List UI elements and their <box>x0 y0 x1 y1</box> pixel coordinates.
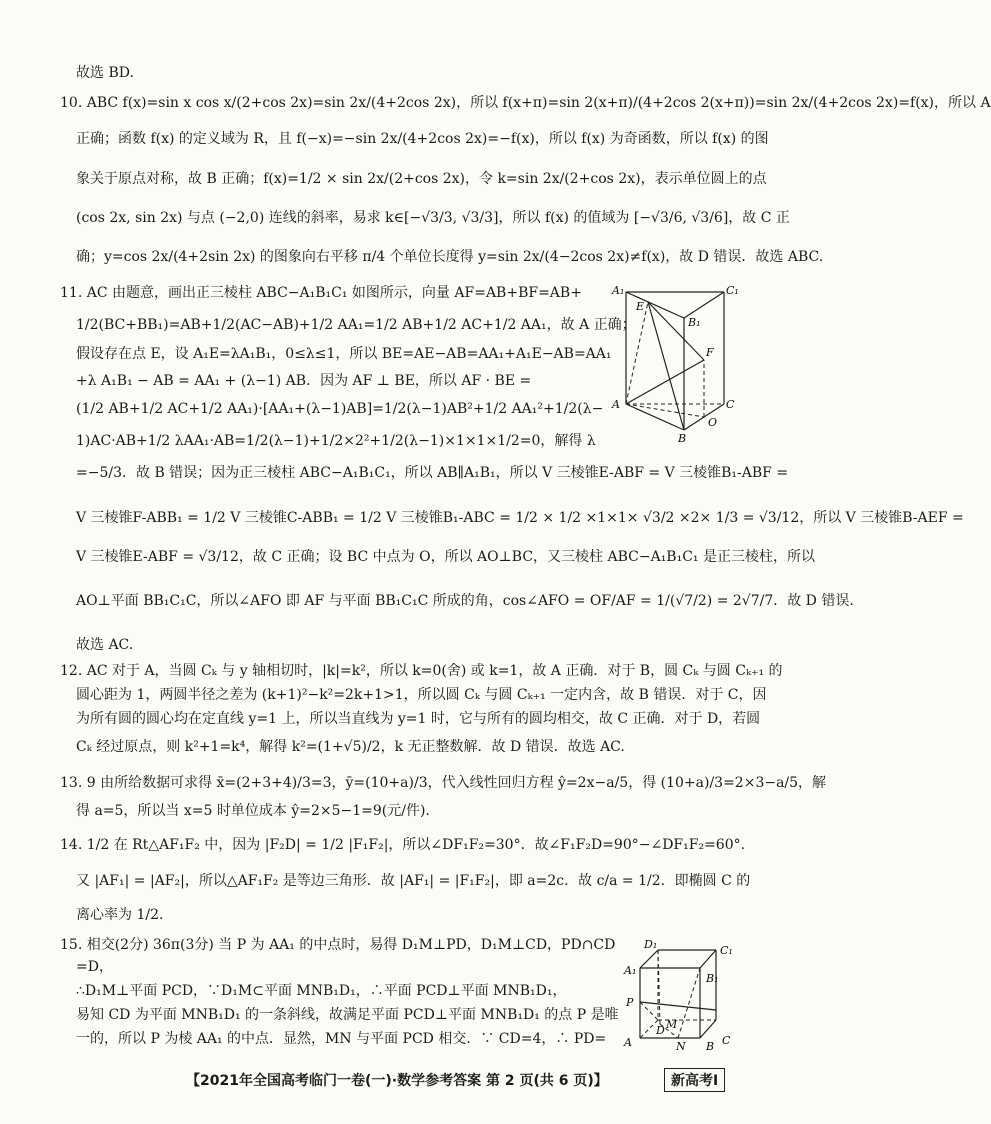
text-line: 象关于原点对称，故 B 正确；f(x)=1/2 × sin 2x/(2+cos 2x)，令 k=sin 2x/(2+cos 2x)，表示单位圆上的点 <box>76 171 767 187</box>
text-line: 故选 AC. <box>76 637 134 653</box>
text-line: Cₖ 经过原点，则 k²+1=k⁴，解得 k²=(1+√5)/2，k 无正整数解．故 D 错误．故选 AC. <box>76 739 625 755</box>
vertex-label: C <box>726 398 735 411</box>
vertex-label: D₁ <box>644 938 658 951</box>
text-line: 10. ABC f(x)=sin x cos x/(2+cos 2x)=sin 2x/(4+2cos 2x)，所以 f(x+π)=sin 2(x+π)/(4+2cos 2(x+π))=sin 2x/(4+2cos 2x)=f(x)，所以 A <box>60 95 991 111</box>
text-line: 一的，所以 P 为棱 AA₁ 的中点．显然，MN 与平面 PCD 相交．∵ CD=4，∴ PD= <box>76 1031 607 1047</box>
vertex-label: A₁ <box>612 284 625 297</box>
text-line: 易知 CD 为平面 MNB₁D₁ 的一条斜线，故满足平面 PCD⊥平面 MNB₁D₁ 的点 P 是唯 <box>76 1007 619 1023</box>
vertex-label: P <box>626 996 634 1009</box>
text-line: 圆心距为 1，两圆半径之差为 (k+1)²−k²=2k+1>1，所以圆 Cₖ 与圆 Cₖ₊₁ 一定内含，故 B 错误．对于 C，因 <box>76 687 767 703</box>
footer-exam-tag: 新高考Ⅰ <box>664 1068 725 1092</box>
cube-diagram-svg <box>616 940 740 1052</box>
footer-title: 【2021年全国高考临门一卷(一)·数学参考答案 第 2 页(共 6 页)】 <box>186 1073 608 1089</box>
vertex-label: C <box>722 1034 731 1047</box>
page-footer <box>0 1068 794 1094</box>
text-line: 为所有圆的圆心均在定直线 y=1 上，所以当直线为 y=1 时，它与所有的圆均相交，故 C 正确．对于 D，若圆 <box>76 711 761 727</box>
cube-figure <box>616 940 740 1052</box>
text-line: 假设存在点 E，设 A₁E=λA₁B₁，0≤λ≤1，所以 BE=AE−AB=AA₁+A₁E−AB=AA₁ <box>76 346 612 362</box>
text-line: V 三棱锥E-ABF = √3/12，故 C 正确；设 BC 中点为 O，所以 AO⊥BC，又三棱柱 ABC−A₁B₁C₁ 是正三棱柱，所以 <box>76 549 815 565</box>
vertex-label: C₁ <box>726 284 739 297</box>
text-line: +λ A₁B₁ − AB = AA₁ + (λ−1) AB．因为 AF ⊥ BE，所以 AF · BE = <box>76 373 532 389</box>
text-line: 1)AC·AB+1/2 λAA₁·AB=1/2(λ−1)+1/2×2²+1/2(λ−1)×1×1×1/2=0，解得 λ <box>76 433 596 449</box>
text-line: 12. AC 对于 A，当圆 Cₖ 与 y 轴相切时，|k|=k²，所以 k=0(舍) 或 k=1，故 A 正确．对于 B，圆 Cₖ 与圆 Cₖ₊₁ 的 <box>60 663 783 679</box>
text-line: (1/2 AB+1/2 AC+1/2 AA₁)·[AA₁+(λ−1)AB]=1/2(λ−1)AB²+1/2 AA₁²+1/2(λ− <box>76 401 604 417</box>
vertex-label: E <box>636 300 645 313</box>
vertex-label: A₁ <box>624 964 637 977</box>
text-line: 确；y=cos 2x/(4+2sin 2x) 的图象向右平移 π/4 个单位长度得 y=sin 2x/(4−2cos 2x)≠f(x)，故 D 错误．故选 ABC. <box>76 249 824 265</box>
text-line: ∴D₁M⊥平面 PCD，∵D₁M⊂平面 MNB₁D₁，∴平面 PCD⊥平面 MNB₁D₁， <box>76 983 567 999</box>
vertex-label: B <box>706 1040 715 1053</box>
text-line: (cos 2x, sin 2x) 与点 (−2,0) 连线的斜率，易求 k∈[−√3/3, √3/3]，所以 f(x) 的值域为 [−√3/6, √3/6]，故 C 正 <box>76 210 790 226</box>
vertex-label: F <box>706 346 714 359</box>
text-line: =D， <box>76 959 113 975</box>
vertex-label: A <box>612 398 620 411</box>
text-line: 1/2(BC+BB₁)=AB+1/2(AC−AB)+1/2 AA₁=1/2 AB+1/2 AC+1/2 AA₁，故 A 正确； <box>76 317 636 333</box>
text-line: V 三棱锥F-ABB₁ = 1/2 V 三棱锥C-ABB₁ = 1/2 V 三棱锥B₁-ABC = 1/2 × 1/2 ×1×1× √3/2 ×2× 1/3 = √3/12，所以 V 三棱锥B-AEF = <box>76 510 964 526</box>
text-line: AO⊥平面 BB₁C₁C，所以∠AFO 即 AF 与平面 BB₁C₁C 所成的角，cos∠AFO = OF/AF = 1/(√7/2) = 2√7/7．故 D 错误. <box>76 593 854 609</box>
text-line: 又 |AF₁| = |AF₂|，所以△AF₁F₂ 是等边三角形．故 |AF₁| = |F₁F₂|，即 a=2c．故 c/a = 1/2．即椭圆 C 的 <box>76 873 751 889</box>
text-line: =−5/3．故 B 错误；因为正三棱柱 ABC−A₁B₁C₁，所以 AB∥A₁B₁，所以 V 三棱锥E-ABF = V 三棱锥B₁-ABF = <box>76 465 789 481</box>
text-line: 正确；函数 f(x) 的定义域为 R，且 f(−x)=−sin 2x/(4+2cos 2x)=−f(x)，所以 f(x) 为奇函数，所以 f(x) 的图 <box>76 131 769 147</box>
text-line: 离心率为 1/2. <box>76 907 164 923</box>
text-line: 故选 BD. <box>76 65 134 81</box>
text-line: 得 a=5，所以当 x=5 时单位成本 ŷ=2×5−1=9(元/件). <box>76 803 430 819</box>
vertex-label: M <box>666 1018 678 1031</box>
prism-figure <box>612 282 742 445</box>
text-line: 13. 9 由所给数据可求得 x̄=(2+3+4)/3=3，ȳ=(10+a)/3，代入线性回归方程 ŷ=2x−a/5，得 (10+a)/3=2×3−a/5，解 <box>60 775 827 791</box>
vertex-label: O <box>708 416 718 429</box>
vertex-label: B₁ <box>688 316 701 329</box>
prism-diagram-svg <box>612 282 742 445</box>
text-line: 15. 相交(2分) 36π(3分) 当 P 为 AA₁ 的中点时，易得 D₁M⊥PD，D₁M⊥CD，PD∩CD <box>60 937 616 953</box>
vertex-label: C₁ <box>720 944 733 957</box>
text-line: 11. AC 由题意，画出正三棱柱 ABC−A₁B₁C₁ 如图所示，向量 AF=AB+BF=AB+ <box>60 285 582 301</box>
vertex-label: D <box>656 1024 665 1037</box>
text-line: 14. 1/2 在 Rt△AF₁F₂ 中，因为 |F₂D| = 1/2 |F₁F₂|，所以∠DF₁F₂=30°．故∠F₁F₂D=90°−∠DF₁F₂=60°. <box>60 837 746 853</box>
vertex-label: N <box>676 1040 686 1053</box>
vertex-label: B₁ <box>706 972 719 985</box>
vertex-label: B <box>678 432 687 445</box>
vertex-label: A <box>624 1036 632 1049</box>
